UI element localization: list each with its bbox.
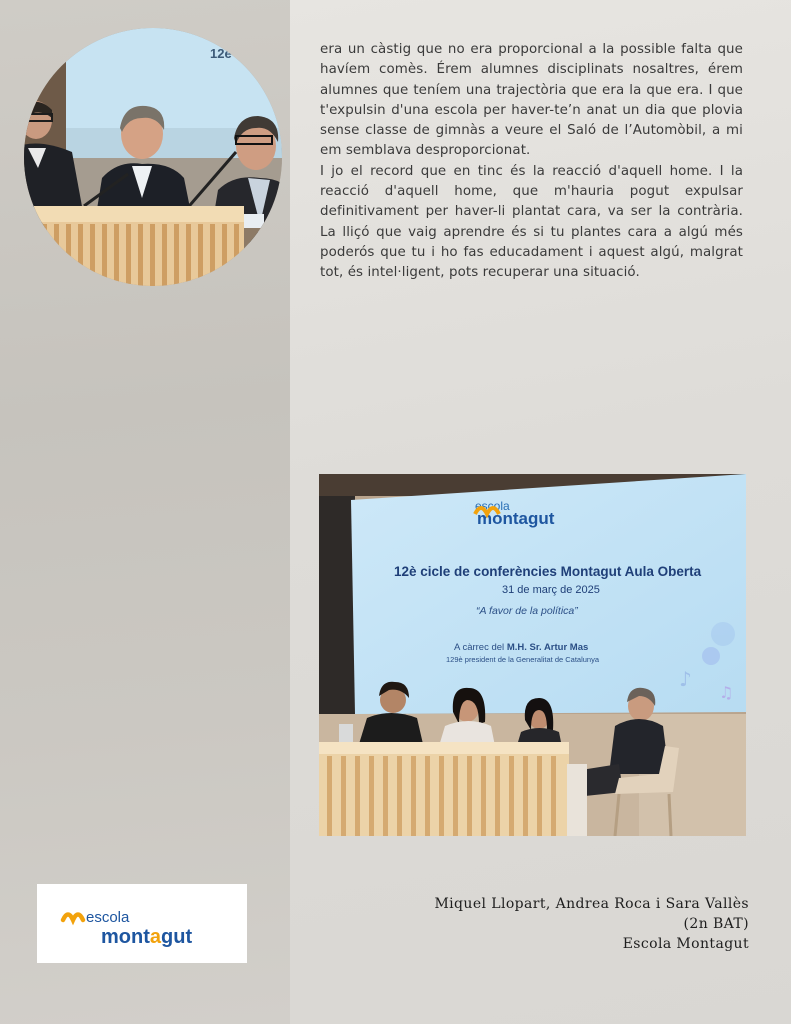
slide-logo-big: montagut [477, 509, 555, 528]
logo-big-text [101, 926, 192, 948]
credits-school: Escola Montagut [622, 936, 749, 952]
credits-course: (2n BAT) [683, 916, 749, 932]
conference-stage-photo [319, 474, 746, 836]
panel-speakers-photo [24, 28, 282, 286]
slide-speaker-role: 129è president de la Generalitat de Catalunya [446, 655, 600, 664]
svg-text:♫: ♫ [719, 683, 734, 702]
article-paragraph: I jo el record que en tinc és la reacció d'aquell home. I la reacció d'aquell home, que m'hauria pogut expulsar definitivament per haver-li plantat cara, va ser la contrària. La lliçó que vaig aprendre és si tu plantes cara a algú més poderós que tu i ho fas educadament i aquest algú, malgrat tot, és intel·ligent, pots recuperar una situació. [320, 163, 743, 281]
screen-fragment-text: 12è [210, 46, 232, 61]
slide-speaker-line [454, 642, 588, 653]
logo-big-end: gut [161, 926, 193, 948]
svg-text:♪: ♪ [679, 667, 692, 691]
panel-speakers-illustration [24, 28, 282, 286]
school-logo-mark [37, 884, 247, 963]
conference-stage-illustration [319, 474, 746, 836]
slide-title: 12è cicle de conferències Montagut Aula Oberta [394, 564, 702, 579]
logo-big-start: mont [101, 926, 150, 948]
credits-authors: Miquel Llopart, Andrea Roca i Sara Vallès [434, 896, 749, 912]
article-credits [329, 894, 749, 954]
article-body [320, 40, 743, 284]
slide-speaker-prefix: A càrrec del [454, 642, 507, 653]
logo-big-highlight: a [149, 926, 162, 948]
slide-date: 31 de març de 2025 [502, 584, 600, 596]
slide-speaker-name: M.H. Sr. Artur Mas [506, 642, 589, 653]
article-paragraph: era un càstig que no era proporcional a la possible falta que havíem comès. Érem alumnes disciplinats nosaltres, érem alumnes que teníem una trajectòria que era la que era. I que t'expulsin d'una escola per haver-te’n anat un dia que plovia sense classe de gimnàs a veure el Saló de l’Automòbil, a mi em semblava desproporcionat. [320, 42, 743, 159]
school-logo [37, 884, 247, 963]
slide-logo-small: escola [475, 499, 510, 513]
slide-subtitle: “A favor de la política” [476, 605, 578, 617]
logo-small-text: escola [86, 909, 130, 926]
